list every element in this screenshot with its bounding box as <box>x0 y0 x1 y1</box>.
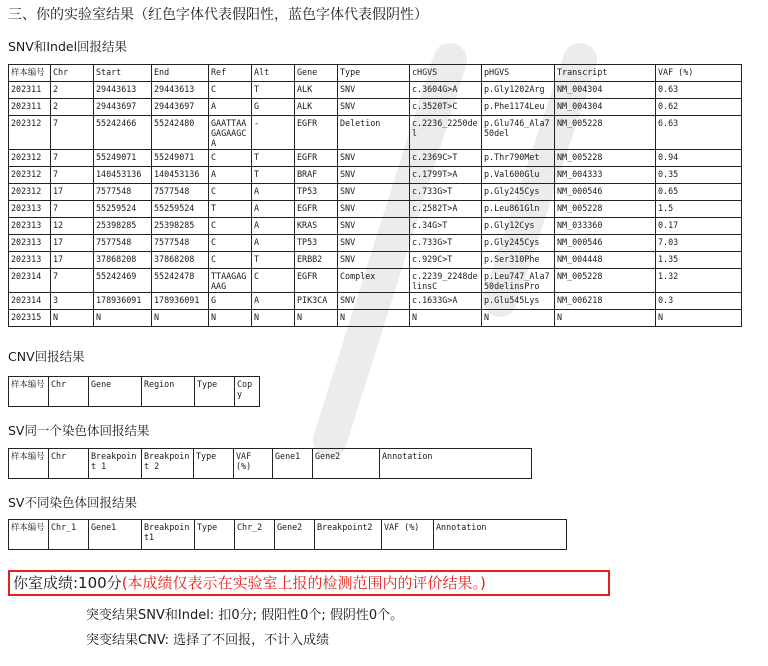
table-cell: c.929C>T <box>410 252 482 269</box>
table-cell: N <box>51 310 94 327</box>
table-cell: 3 <box>51 293 94 310</box>
table-cell: 202312 <box>9 184 51 201</box>
table-cell: 0.35 <box>656 167 742 184</box>
column-header: Transcript <box>555 65 656 82</box>
table-cell: Complex <box>338 269 410 293</box>
table-cell: 178936091 <box>152 293 209 310</box>
table-cell: NM_005228 <box>555 150 656 167</box>
table-cell: PIK3CA <box>295 293 338 310</box>
table-row <box>9 310 742 327</box>
table-cell: 25398285 <box>152 218 209 235</box>
table-cell: T <box>252 150 295 167</box>
table-cell: TTAAGAGAAG <box>209 269 252 293</box>
table-cell: A <box>252 184 295 201</box>
table-row <box>9 99 742 116</box>
table-cell: NM_004448 <box>555 252 656 269</box>
table-cell: 29443697 <box>152 99 209 116</box>
table-cell: BRAF <box>295 167 338 184</box>
table-cell: 7.03 <box>656 235 742 252</box>
table-cell: 202313 <box>9 201 51 218</box>
column-header: Ref <box>209 65 252 82</box>
score-box <box>8 570 610 596</box>
table-cell: 178936091 <box>94 293 152 310</box>
table-cell: TP53 <box>295 184 338 201</box>
table-cell: GAATTAAGAGAAGCA <box>209 116 252 150</box>
column-header: VAF (%) <box>382 520 434 550</box>
table-cell: T <box>209 201 252 218</box>
table-cell: N <box>656 310 742 327</box>
table-row <box>9 82 742 99</box>
table-cell: SNV <box>338 167 410 184</box>
table-cell: p.Thr790Met <box>482 150 555 167</box>
table-cell: N <box>410 310 482 327</box>
table-cell: NM_004304 <box>555 99 656 116</box>
table-row <box>9 184 742 201</box>
table-cell: N <box>482 310 555 327</box>
table-cell: SNV <box>338 201 410 218</box>
table-cell: SNV <box>338 82 410 99</box>
table-cell: 0.3 <box>656 293 742 310</box>
table-header-row <box>9 520 567 550</box>
results-heading: 三、你的实验室结果（红色字体代表假阳性，蓝色字体代表假阴性） <box>8 7 428 23</box>
table-cell: 140453136 <box>152 167 209 184</box>
table-cell: - <box>252 116 295 150</box>
column-header: Annotation <box>434 520 567 550</box>
table-cell: p.Leu747_Ala750delinsPro <box>482 269 555 293</box>
snv-indel-table <box>8 64 742 327</box>
table-cell: c.3520T>C <box>410 99 482 116</box>
table-cell: NM_004304 <box>555 82 656 99</box>
table-cell: 55242469 <box>94 269 152 293</box>
column-header: Start <box>94 65 152 82</box>
table-cell: p.Gly245Cys <box>482 235 555 252</box>
table-cell: 55249071 <box>94 150 152 167</box>
column-header: Breakpoint1 <box>142 520 195 550</box>
table-cell: NM_006218 <box>555 293 656 310</box>
table-row <box>9 218 742 235</box>
table-cell: SNV <box>338 99 410 116</box>
table-cell: A <box>209 167 252 184</box>
table-cell: N <box>252 310 295 327</box>
column-header: VAF (%) <box>234 449 273 479</box>
column-header: Breakpoint 2 <box>142 449 194 479</box>
table-cell: 1.32 <box>656 269 742 293</box>
table-cell: SNV <box>338 235 410 252</box>
table-cell: KRAS <box>295 218 338 235</box>
column-header: Annotation <box>380 449 532 479</box>
column-header: Region <box>142 377 195 407</box>
table-cell: 140453136 <box>94 167 152 184</box>
sv-diff-section-title: SV不同染色体回报结果 <box>8 495 137 510</box>
table-cell: NM_033360 <box>555 218 656 235</box>
table-header-row <box>9 377 260 407</box>
table-row <box>9 150 742 167</box>
column-header: 样本编号 <box>9 520 49 550</box>
table-cell: p.Val600Glu <box>482 167 555 184</box>
table-cell: SNV <box>338 150 410 167</box>
table-cell: A <box>252 235 295 252</box>
table-cell: 7 <box>51 201 94 218</box>
cnv-table <box>8 376 260 407</box>
table-cell: 7 <box>51 167 94 184</box>
table-cell: C <box>252 269 295 293</box>
column-header: Breakpoint 1 <box>89 449 142 479</box>
table-cell: SNV <box>338 293 410 310</box>
table-cell: G <box>209 293 252 310</box>
table-cell: p.Glu545Lys <box>482 293 555 310</box>
table-cell: NM_005228 <box>555 116 656 150</box>
table-cell: C <box>209 252 252 269</box>
table-cell: 25398285 <box>94 218 152 235</box>
table-cell: 55259524 <box>152 201 209 218</box>
table-cell: 7577548 <box>94 235 152 252</box>
table-cell: 37868208 <box>94 252 152 269</box>
table-cell: EGFR <box>295 150 338 167</box>
table-cell: NM_000546 <box>555 235 656 252</box>
table-row <box>9 167 742 184</box>
column-header: End <box>152 65 209 82</box>
score-note: (本成绩仅表示在实验室上报的检测范围内的评价结果。) <box>121 574 486 592</box>
table-cell: 7577548 <box>152 184 209 201</box>
table-cell: 29443697 <box>94 99 152 116</box>
table-cell: A <box>209 99 252 116</box>
table-cell: EGFR <box>295 201 338 218</box>
table-cell: 55242466 <box>94 116 152 150</box>
table-cell: p.Glu746_Ala750del <box>482 116 555 150</box>
table-row <box>9 269 742 293</box>
table-cell: p.Leu861Gln <box>482 201 555 218</box>
table-cell: 7577548 <box>152 235 209 252</box>
table-cell: 0.63 <box>656 82 742 99</box>
table-cell: C <box>209 82 252 99</box>
table-cell: p.Gly245Cys <box>482 184 555 201</box>
table-cell: 37868208 <box>152 252 209 269</box>
table-cell: NM_005228 <box>555 269 656 293</box>
table-cell: 202313 <box>9 252 51 269</box>
table-cell: NM_000546 <box>555 184 656 201</box>
table-cell: 7 <box>51 116 94 150</box>
table-cell: c.2236_2250del <box>410 116 482 150</box>
table-cell: c.1633G>A <box>410 293 482 310</box>
table-cell: A <box>252 293 295 310</box>
table-cell: SNV <box>338 184 410 201</box>
table-cell: 55259524 <box>94 201 152 218</box>
column-header: Gene <box>89 377 142 407</box>
column-header: Chr_2 <box>235 520 275 550</box>
column-header: Gene2 <box>313 449 380 479</box>
table-cell: p.Gly12Cys <box>482 218 555 235</box>
table-cell: C <box>209 150 252 167</box>
table-cell: EGFR <box>295 269 338 293</box>
table-cell: EGFR <box>295 116 338 150</box>
table-cell: 2 <box>51 99 94 116</box>
snv-summary-line: 突变结果SNV和Indel: 扣0分; 假阳性0个; 假阴性0个。 <box>86 608 404 623</box>
table-cell: 202311 <box>9 82 51 99</box>
sv-same-chromosome-table <box>8 448 532 479</box>
column-header: Alt <box>252 65 295 82</box>
column-header: Chr_1 <box>49 520 89 550</box>
column-header: Gene1 <box>89 520 142 550</box>
table-cell: 12 <box>51 218 94 235</box>
column-header: Breakpoint2 <box>315 520 382 550</box>
table-cell: 7 <box>51 269 94 293</box>
table-cell: N <box>555 310 656 327</box>
table-cell: 202315 <box>9 310 51 327</box>
column-header: Gene1 <box>273 449 313 479</box>
table-cell: p.Phe1174Leu <box>482 99 555 116</box>
column-header: Chr <box>49 449 89 479</box>
table-cell: c.2239_2248delinsC <box>410 269 482 293</box>
table-cell: T <box>252 167 295 184</box>
table-cell: 29443613 <box>152 82 209 99</box>
table-cell: 0.17 <box>656 218 742 235</box>
table-row <box>9 201 742 218</box>
table-cell: A <box>252 201 295 218</box>
table-cell: 1.5 <box>656 201 742 218</box>
table-cell: NM_005228 <box>555 201 656 218</box>
table-cell: ERBB2 <box>295 252 338 269</box>
score-label: 你室成绩:100分 <box>13 574 122 592</box>
table-cell: 55249071 <box>152 150 209 167</box>
table-cell: 202311 <box>9 99 51 116</box>
table-cell: T <box>252 82 295 99</box>
table-cell: c.2369C>T <box>410 150 482 167</box>
table-cell: 29443613 <box>94 82 152 99</box>
table-cell: 202314 <box>9 293 51 310</box>
table-cell: N <box>94 310 152 327</box>
table-cell: c.733G>T <box>410 184 482 201</box>
table-cell: c.1799T>A <box>410 167 482 184</box>
table-row <box>9 252 742 269</box>
table-cell: 0.94 <box>656 150 742 167</box>
sv-same-section-title: SV同一个染色体回报结果 <box>8 423 150 438</box>
column-header: 样本编号 <box>9 449 49 479</box>
column-header: Type <box>195 377 235 407</box>
table-cell: 7 <box>51 150 94 167</box>
table-cell: 202312 <box>9 116 51 150</box>
table-cell: 17 <box>51 184 94 201</box>
table-cell: 55242480 <box>152 116 209 150</box>
table-row <box>9 293 742 310</box>
column-header: Type <box>194 449 234 479</box>
table-cell: 0.65 <box>656 184 742 201</box>
snv-section-title: SNV和Indel回报结果 <box>8 39 128 54</box>
column-header: Type <box>338 65 410 82</box>
table-cell: 7577548 <box>94 184 152 201</box>
table-cell: TP53 <box>295 235 338 252</box>
table-cell: c.34G>T <box>410 218 482 235</box>
table-cell: SNV <box>338 218 410 235</box>
table-cell: 202313 <box>9 218 51 235</box>
table-cell: p.Gly1202Arg <box>482 82 555 99</box>
column-header: Chr <box>51 65 94 82</box>
table-header-row <box>9 449 532 479</box>
table-cell: N <box>209 310 252 327</box>
column-header: 样本编号 <box>9 65 51 82</box>
table-cell: N <box>338 310 410 327</box>
table-cell: 202312 <box>9 150 51 167</box>
table-cell: N <box>152 310 209 327</box>
table-cell: c.3604G>A <box>410 82 482 99</box>
table-cell: Deletion <box>338 116 410 150</box>
table-cell: 1.35 <box>656 252 742 269</box>
column-header: 样本编号 <box>9 377 49 407</box>
table-cell: A <box>252 218 295 235</box>
table-header-row <box>9 65 742 82</box>
table-cell: 202314 <box>9 269 51 293</box>
table-cell: p.Ser310Phe <box>482 252 555 269</box>
table-row <box>9 116 742 150</box>
table-cell: G <box>252 99 295 116</box>
table-cell: 0.62 <box>656 99 742 116</box>
table-cell: NM_004333 <box>555 167 656 184</box>
table-cell: 202312 <box>9 167 51 184</box>
column-header: Gene2 <box>275 520 315 550</box>
table-cell: C <box>209 235 252 252</box>
column-header: VAF (%) <box>656 65 742 82</box>
table-row <box>9 235 742 252</box>
table-cell: 6.63 <box>656 116 742 150</box>
table-cell: ALK <box>295 99 338 116</box>
table-cell: ALK <box>295 82 338 99</box>
column-header: Copy <box>235 377 260 407</box>
sv-diff-chromosome-table <box>8 519 567 550</box>
table-cell: 202313 <box>9 235 51 252</box>
column-header: pHGVS <box>482 65 555 82</box>
table-cell: N <box>295 310 338 327</box>
column-header: Chr <box>49 377 89 407</box>
table-cell: C <box>209 184 252 201</box>
table-cell: c.733G>T <box>410 235 482 252</box>
table-cell: T <box>252 252 295 269</box>
table-cell: c.2582T>A <box>410 201 482 218</box>
table-cell: 55242478 <box>152 269 209 293</box>
cnv-section-title: CNV回报结果 <box>8 349 85 364</box>
table-cell: SNV <box>338 252 410 269</box>
table-cell: C <box>209 218 252 235</box>
column-header: cHGVS <box>410 65 482 82</box>
table-cell: 17 <box>51 235 94 252</box>
column-header: Type <box>195 520 235 550</box>
cnv-summary-line: 突变结果CNV: 选择了不回报，不计入成绩 <box>86 633 330 648</box>
table-cell: 2 <box>51 82 94 99</box>
column-header: Gene <box>295 65 338 82</box>
table-cell: 17 <box>51 252 94 269</box>
